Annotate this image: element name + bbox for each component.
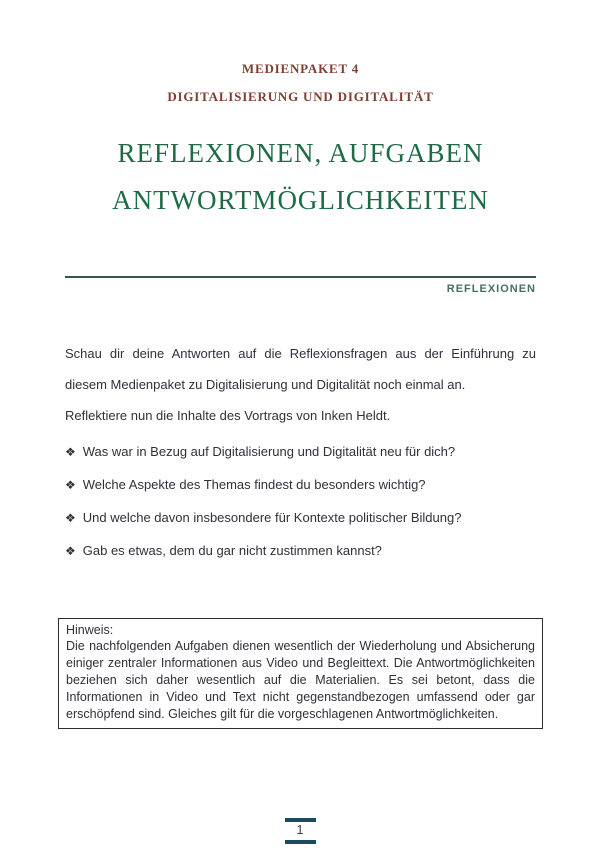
question-list (65, 442, 536, 561)
question-text: Was war in Bezug auf Digitalisierung und Digitalität neu für dich? (82, 444, 456, 459)
question-text: Und welche davon insbesondere für Kontexte politischer Bildung? (82, 510, 462, 525)
page-title-line-1: REFLEXIONEN, AUFGABEN (117, 138, 484, 168)
doc-series-title: MEDIENPAKET 4 (241, 61, 360, 76)
notice-label: Hinweis: (66, 623, 114, 637)
diamond-bullet-icon: ❖ (65, 445, 76, 459)
diamond-bullet-icon: ❖ (65, 511, 76, 525)
doc-subtitle: DIGITALISIERUNG UND DIGITALITÄT (167, 89, 434, 104)
page-footer (0, 818, 600, 844)
question-text: Gab es etwas, dem du gar nicht zustimmen kannst? (82, 543, 382, 558)
page-number: 1 (285, 818, 316, 844)
question-item (65, 475, 536, 495)
diamond-bullet-icon: ❖ (65, 544, 76, 558)
notice-text: Die nachfolgenden Aufgaben dienen wesentlich der Wiederholung und Absicherung einiger zentraler Informationen aus Video und Begleittext. Die Antwortmöglichkeiten beziehen sich daher wesentlich auf die Materialien. Es sei betont, dass die Informationen in Video und Text nicht gegenstandbezogen umfassend oder gar erschöpfend sind. Gleiches gilt für die vorgeschlagenen Antwortmöglichkeiten. (66, 639, 535, 721)
question-item (65, 508, 536, 528)
question-item (65, 442, 536, 462)
notice-box (58, 618, 543, 729)
section-divider (65, 276, 536, 278)
page-title (65, 130, 536, 224)
diamond-bullet-icon: ❖ (65, 478, 76, 492)
section-label: REFLEXIONEN (446, 283, 536, 295)
question-text: Welche Aspekte des Themas findest du besonders wichtig? (82, 477, 426, 492)
page-title-line-2: ANTWORTMÖGLICHKEITEN (112, 185, 489, 215)
intro-paragraph: Schau dir deine Antworten auf die Reflexionsfragen aus der Einführung zu diesem Medienpaket zu Digitalisierung und Digitalität noch einmal an. (65, 346, 536, 392)
question-item (65, 541, 536, 561)
prompt-paragraph: Reflektiere nun die Inhalte des Vortrags von Inken Heldt. (65, 408, 391, 423)
